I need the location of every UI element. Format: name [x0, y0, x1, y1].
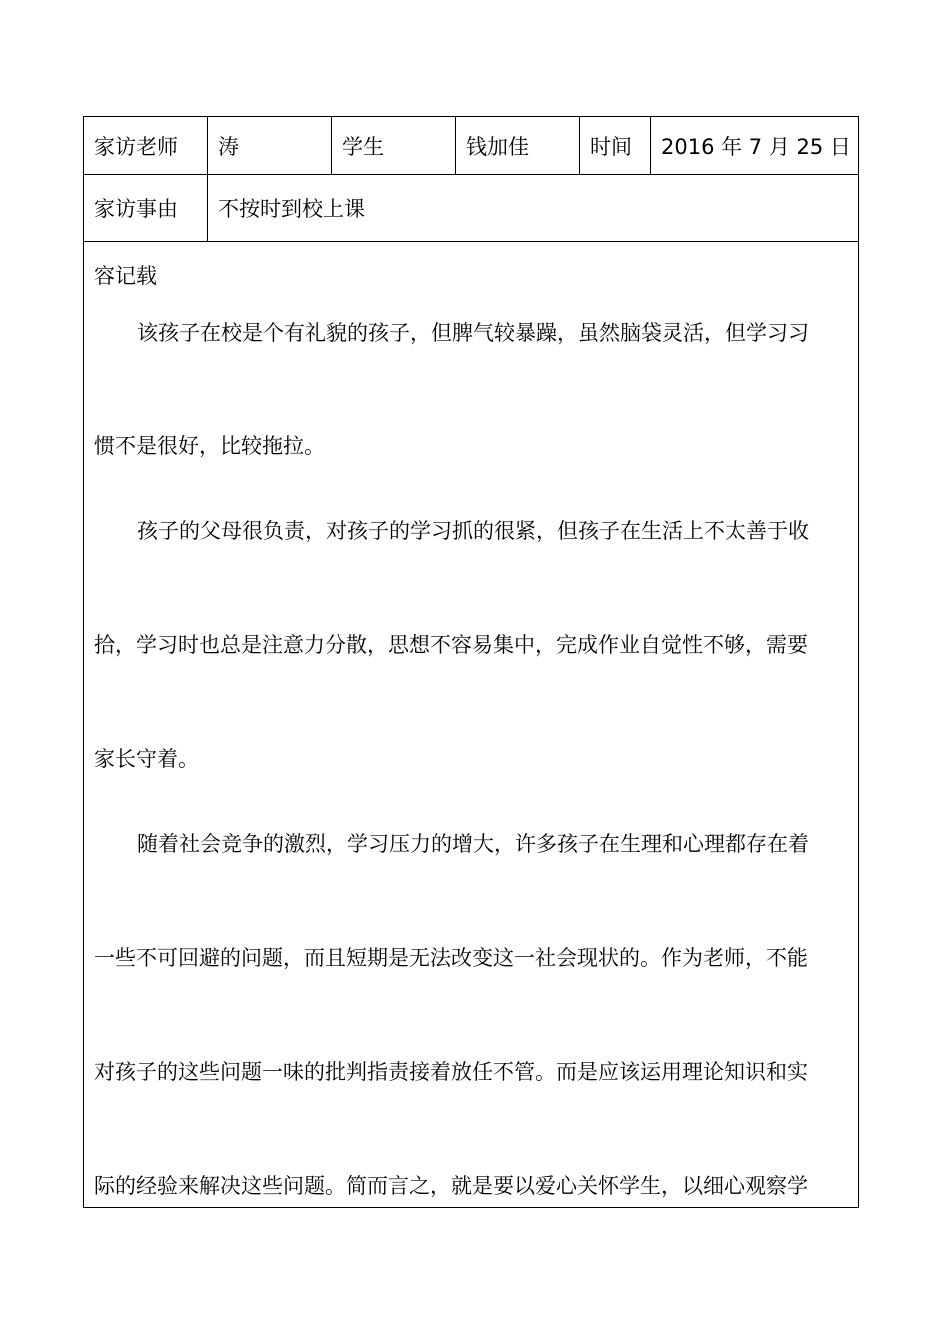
- content-line: 对孩子的这些问题一味的批判指责接着放任不管。而是应该运用理论知识和实: [94, 1060, 808, 1084]
- time-label: 时间: [580, 117, 651, 174]
- content-line: 孩子的父母很负责，对孩子的学习抓的很紧，但孩子在生活上不太善于收: [137, 519, 809, 543]
- student-value: 钱加佳: [456, 117, 580, 174]
- student-label: 学生: [332, 117, 456, 174]
- teacher-value: 涛: [208, 117, 332, 174]
- reason-row: [84, 175, 858, 242]
- header-row: [84, 117, 858, 175]
- content-line: 际的经验来解决这些问题。简而言之，就是要以爱心关怀学生，以细心观察学: [94, 1174, 808, 1198]
- time-value: 2016 年 7 月 25 日: [661, 134, 851, 159]
- teacher-label: 家访老师: [84, 117, 208, 174]
- content-line: 该孩子在校是个有礼貌的孩子，但脾气较暴躁，虽然脑袋灵活，但学习习: [137, 321, 809, 345]
- content-line: 随着社会竞争的激烈，学习压力的增大，许多孩子在生理和心理都存在着: [137, 832, 809, 856]
- content-heading: 容记载: [94, 264, 157, 288]
- content-line: 一些不可回避的问题，而且短期是无法改变这一社会现状的。作为老师，不能: [94, 946, 808, 970]
- visit-record-content: [84, 242, 858, 1207]
- content-line: 家长守着。: [94, 747, 199, 771]
- home-visit-form-table: [83, 116, 859, 1208]
- reason-value: 不按时到校上课: [218, 197, 365, 221]
- content-line: 拾，学习时也总是注意力分散，思想不容易集中，完成作业自觉性不够，需要: [94, 633, 808, 657]
- reason-label: 家访事由: [84, 175, 208, 241]
- content-line: 惯不是很好，比较拖拉。: [94, 434, 325, 458]
